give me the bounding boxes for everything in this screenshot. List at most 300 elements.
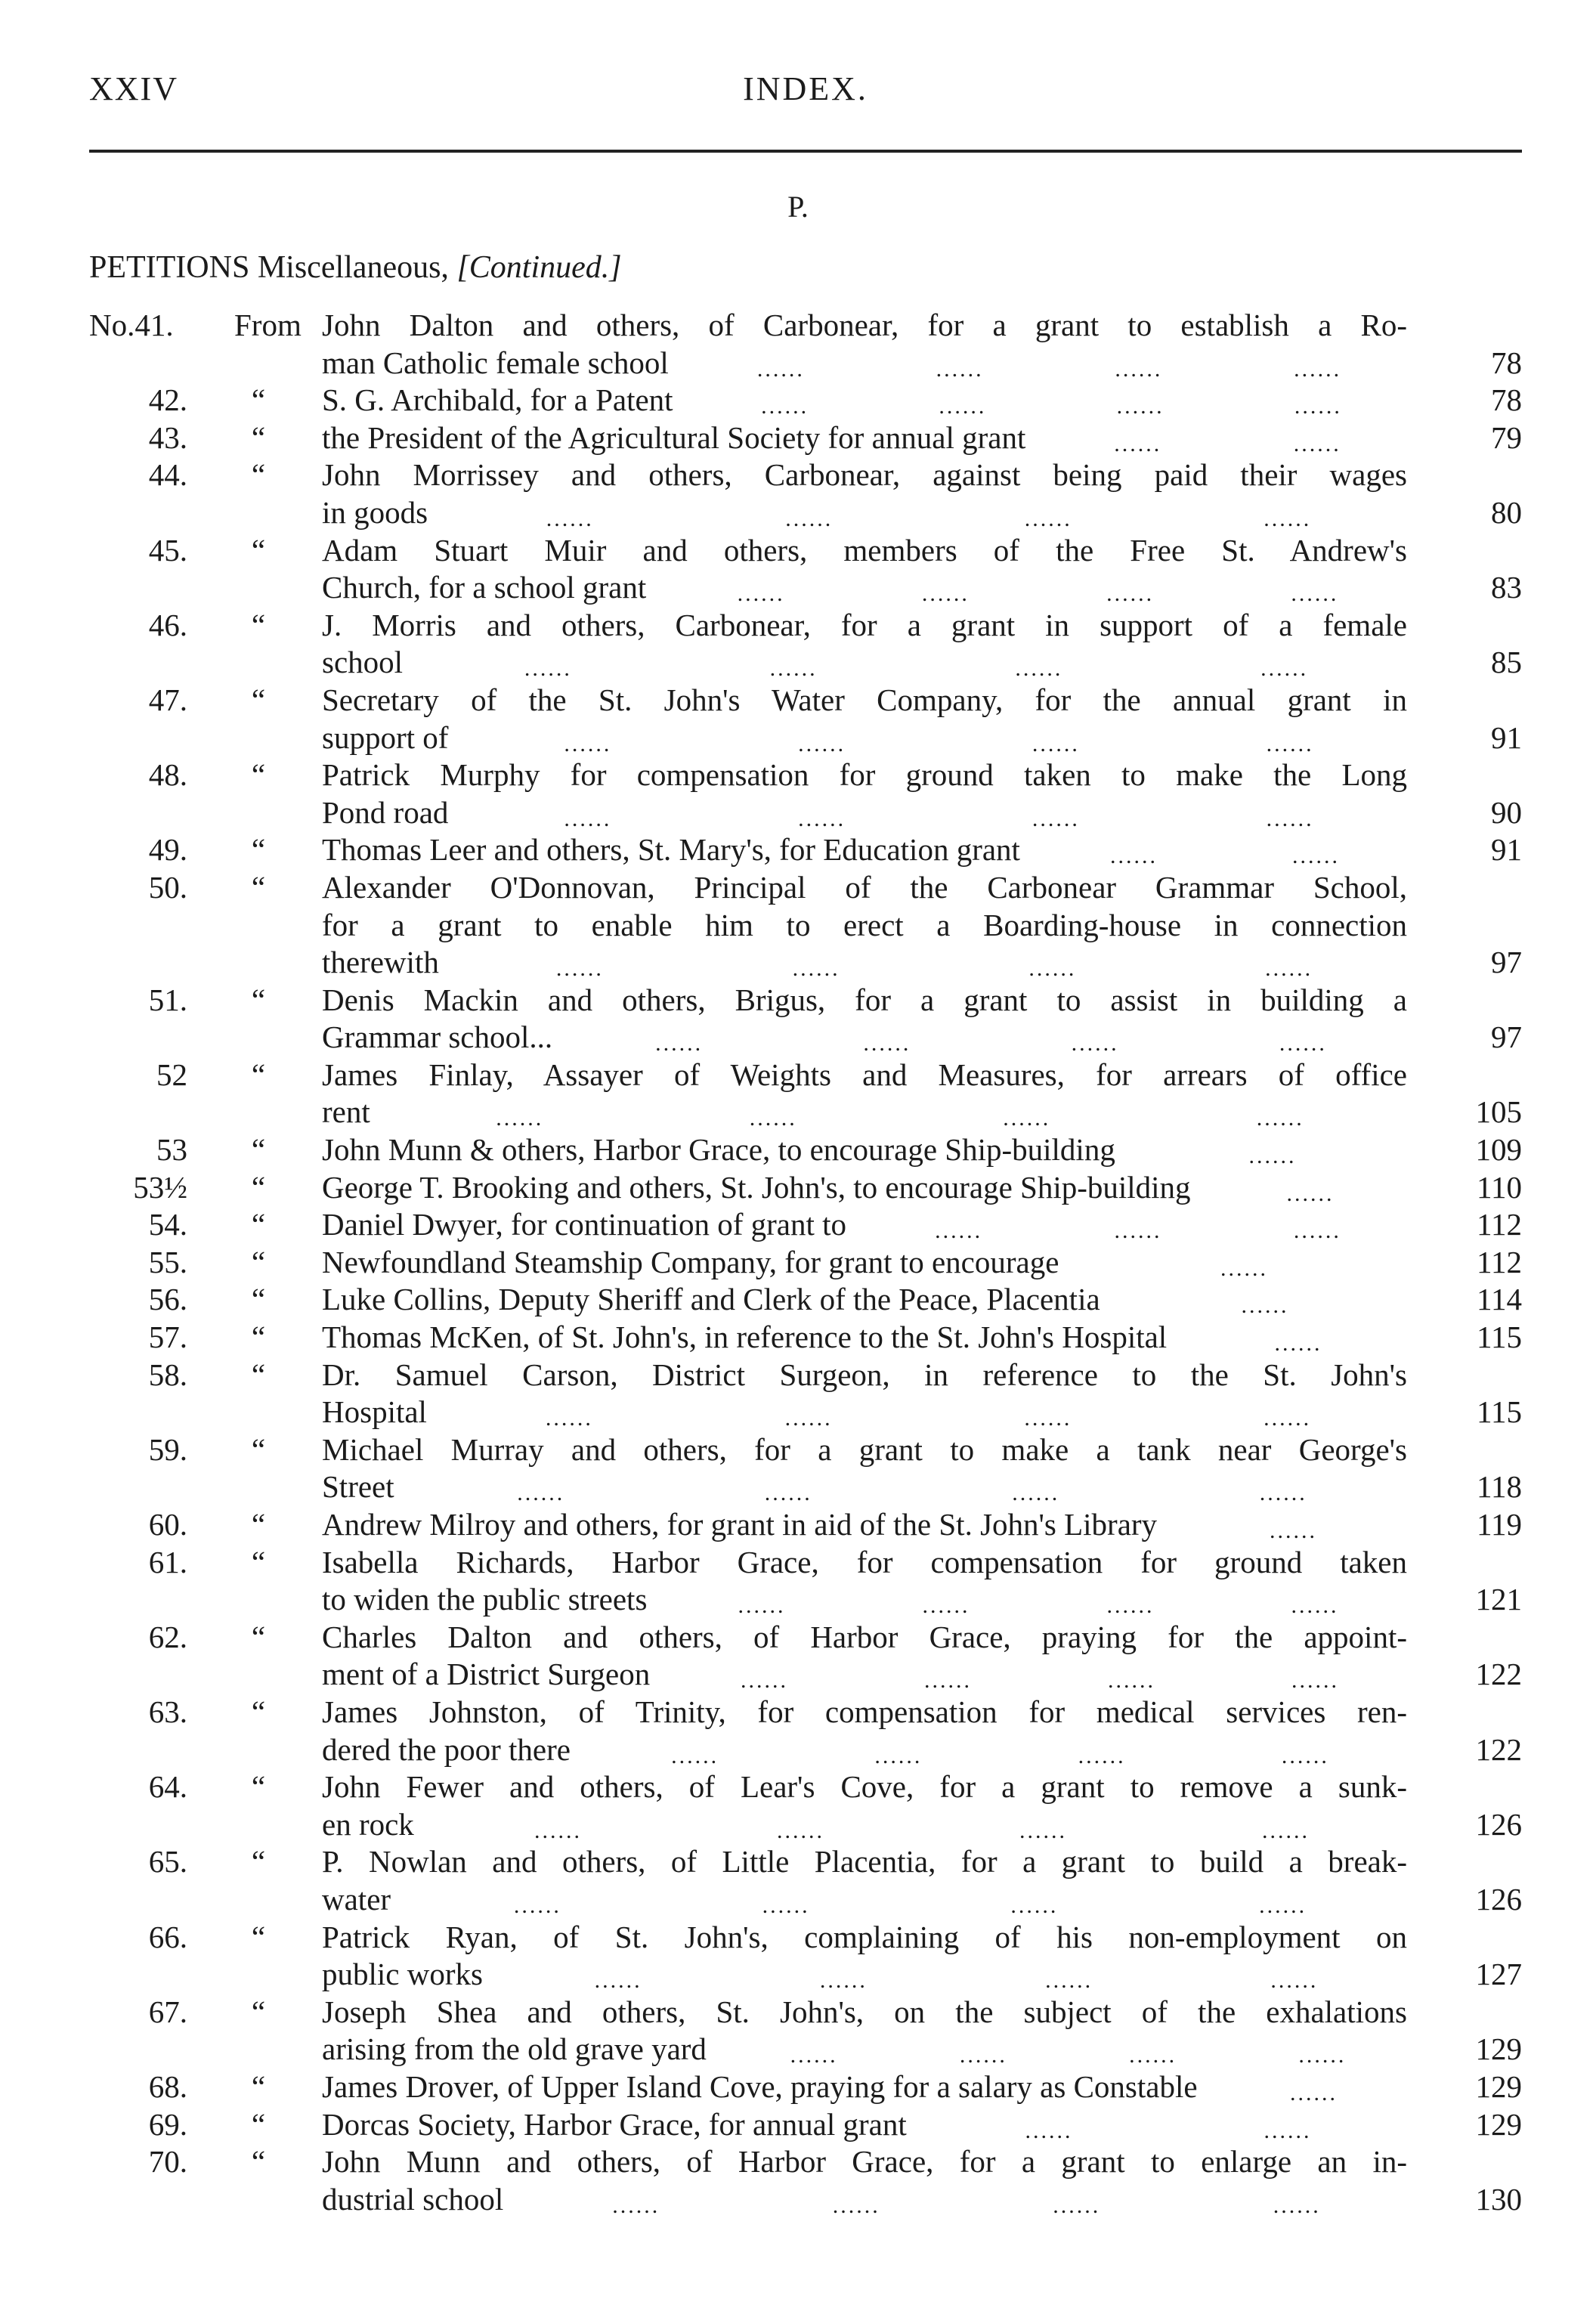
entry-line — [0, 569, 1596, 607]
entry-number: 42. — [148, 382, 187, 418]
leader-dot-group: ...... — [524, 656, 572, 682]
entry-text: Daniel Dwyer, for continuation of grant to — [322, 1207, 847, 1242]
index-entry — [0, 1281, 1596, 1319]
leader-dot-group: ...... — [1265, 956, 1313, 982]
index-entry — [0, 1357, 1596, 1431]
entry-text: support of — [322, 719, 449, 755]
leader-dot-group: ...... — [1293, 1218, 1341, 1244]
entry-line — [0, 2143, 1596, 2181]
leader-dot-group: ...... — [1259, 1892, 1307, 1918]
entry-text: Alexander O'Donnovan, Principal of the Carbonear Grammar School, — [322, 869, 1407, 905]
entry-line — [0, 1206, 1596, 1244]
entry-line — [0, 794, 1596, 832]
leader-dot-group: ...... — [1114, 431, 1162, 456]
leader-dot-group: ...... — [1260, 656, 1309, 682]
entry-line — [0, 982, 1596, 1019]
entry-line — [0, 2181, 1596, 2219]
entry-number: 63. — [148, 1694, 187, 1729]
entry-number: 53 — [156, 1132, 187, 1168]
index-entry — [0, 2068, 1596, 2106]
index-entry — [0, 1619, 1596, 1694]
leader-dot-group: ...... — [1115, 356, 1163, 382]
page-reference: 110 — [1477, 1169, 1522, 1205]
leader-dot-group: ...... — [792, 956, 840, 982]
entry-text: Secretary of the St. John's Water Company, for the annual grant in — [322, 682, 1407, 717]
leader-dot-group: ...... — [737, 581, 785, 607]
entry-text: Thomas McKen, of St. John's, in reference to the St. John's Hospital — [322, 1320, 1168, 1355]
leader-dot-group: ...... — [1292, 843, 1340, 869]
entry-text: the President of the Agricultural Society for annual grant — [322, 419, 1026, 455]
entry-number: 50. — [148, 869, 187, 905]
entry-number: 51. — [148, 982, 187, 1017]
leader-dot-group: ...... — [496, 1106, 544, 1131]
leader-dot-group: ...... — [1290, 2080, 1338, 2105]
leader-dot-group: ...... — [1248, 1143, 1297, 1169]
index-entry — [0, 532, 1596, 607]
leader-dot-group: ...... — [741, 1668, 788, 1694]
entry-line — [0, 1094, 1596, 1131]
ditto-mark: “ — [251, 1844, 266, 1880]
entry-line — [0, 1319, 1596, 1357]
leader-dot-group: ...... — [959, 2043, 1007, 2068]
ditto-mark: “ — [251, 419, 266, 455]
running-title: INDEX. — [743, 70, 868, 107]
leader-dot-group: ...... — [1129, 2043, 1177, 2068]
leader-dot-group: ...... — [798, 731, 846, 756]
entry-text: Dr. Samuel Carson, District Surgeon, in reference to the St. John's — [322, 1357, 1407, 1392]
ditto-mark: “ — [251, 1132, 266, 1168]
page-number: XXIV — [89, 70, 178, 107]
index-entry — [0, 1206, 1596, 1244]
entry-line — [0, 1806, 1596, 1844]
entry-number: 45. — [148, 532, 187, 568]
leader-dot-group: ...... — [594, 1968, 642, 1994]
ditto-mark: “ — [251, 1207, 266, 1242]
entry-text: water — [322, 1881, 391, 1917]
entry-number: 54. — [148, 1207, 187, 1242]
index-entry — [0, 1843, 1596, 1918]
leader-dot-group: ...... — [1256, 1106, 1304, 1131]
ditto-mark: “ — [251, 1169, 266, 1205]
entry-text: J. Morris and others, Carbonear, for a grant in support of a female — [322, 607, 1407, 642]
leader-dot-group: ...... — [784, 1406, 833, 1431]
ditto-mark: “ — [251, 457, 266, 493]
index-entry — [0, 456, 1596, 531]
ditto-mark: “ — [251, 1357, 266, 1392]
index-entry — [0, 756, 1596, 831]
leader-dot-group: ...... — [790, 2043, 838, 2068]
leader-dot-group: ...... — [1110, 843, 1158, 869]
entry-text: Denis Mackin and others, Brigus, for a grant to assist in building a — [322, 982, 1407, 1017]
leader-dot-group: ...... — [1286, 1180, 1335, 1206]
page-reference: 115 — [1477, 1394, 1522, 1430]
index-entry — [0, 1506, 1596, 1544]
page-reference: 90 — [1491, 794, 1522, 830]
ditto-mark: “ — [251, 1282, 266, 1317]
leader-dot-group: ...... — [1003, 1106, 1051, 1131]
leader-dot-group: ...... — [1281, 1743, 1329, 1768]
leader-dot-group: ...... — [1012, 1480, 1060, 1506]
leader-dot-group: ...... — [546, 506, 594, 531]
leader-dot-group: ...... — [612, 2192, 660, 2218]
leader-dot-group: ...... — [1019, 1818, 1067, 1843]
leader-dot-group: ...... — [1024, 1406, 1072, 1431]
leader-dot-group: ...... — [832, 2192, 880, 2218]
leader-dot-group: ...... — [921, 581, 970, 607]
ditto-mark: “ — [251, 1619, 266, 1654]
entry-text: Newfoundland Steamship Company, for grant to encourage — [322, 1244, 1059, 1279]
page-reference: 130 — [1475, 2181, 1522, 2217]
page-reference: 129 — [1475, 2068, 1522, 2104]
entry-number: 46. — [148, 607, 187, 642]
entry-text: John Munn and others, of Harbor Grace, for a grant to enlarge an in- — [322, 2144, 1407, 2180]
leader-dot-group: ...... — [756, 356, 805, 382]
entry-line — [0, 2031, 1596, 2068]
leader-dot-group: ...... — [1078, 1743, 1126, 1768]
ditto-mark: “ — [251, 532, 266, 568]
ditto-mark: “ — [251, 2144, 266, 2180]
entry-number: 58. — [148, 1357, 187, 1392]
leader-dot-group: ...... — [1116, 394, 1165, 419]
ditto-mark: “ — [251, 1507, 266, 1542]
leader-dot-group: ...... — [936, 356, 984, 382]
entry-number: 59. — [148, 1431, 187, 1467]
leader-dot-group: ...... — [798, 806, 846, 831]
entry-text: Luke Collins, Deputy Sheriff and Clerk of the Peace, Placentia — [322, 1282, 1100, 1317]
leader-dot-group: ...... — [738, 1593, 786, 1619]
leader-dot-group: ...... — [1010, 1892, 1059, 1918]
entry-text: Joseph Shea and others, St. John's, on the subject of the exhalations — [322, 1994, 1407, 2029]
entry-line — [0, 1619, 1596, 1657]
leader-dot-group: ...... — [545, 1406, 593, 1431]
page-reference: 78 — [1491, 345, 1522, 380]
leader-dot-group: ...... — [935, 1218, 983, 1244]
entry-text: Adam Stuart Muir and others, members of the Free St. Andrew's — [322, 532, 1407, 568]
entry-line — [0, 1506, 1596, 1544]
entry-number: 47. — [148, 682, 187, 717]
leader-dot-group: ...... — [1114, 1218, 1162, 1244]
entry-text: in goods — [322, 494, 428, 530]
leader-dot-group: ...... — [1279, 1031, 1327, 1057]
leader-dots — [526, 2187, 1407, 2225]
leader-dot-group: ...... — [1259, 1480, 1307, 1506]
index-entry — [0, 1244, 1596, 1282]
entry-number: 65. — [148, 1844, 187, 1880]
ditto-mark: “ — [251, 1919, 266, 1954]
leader-dot-group: ...... — [1015, 656, 1063, 682]
entry-line — [0, 1731, 1596, 1769]
entry-text: Street — [322, 1469, 394, 1505]
ditto-mark: “ — [251, 869, 266, 905]
leader-dot-group: ...... — [513, 1892, 561, 1918]
entry-number: 56. — [148, 1282, 187, 1317]
page-reference: 91 — [1491, 832, 1522, 868]
entry-number: 69. — [148, 2106, 187, 2142]
leader-dot-group: ...... — [1071, 1031, 1119, 1057]
page-reference: 78 — [1491, 382, 1522, 418]
entry-text: man Catholic female school — [322, 345, 669, 380]
ditto-mark: “ — [251, 2106, 266, 2142]
leader-dot-group: ...... — [1108, 1668, 1155, 1694]
entry-line — [0, 1357, 1596, 1394]
entry-number: 55. — [148, 1244, 187, 1279]
leader-dot-group: ...... — [922, 1593, 970, 1619]
leader-dot-group: ...... — [655, 1031, 704, 1057]
entry-line — [0, 1394, 1596, 1431]
leader-dot-group: ...... — [1270, 1968, 1319, 1994]
page-reference: 83 — [1491, 570, 1522, 605]
entry-line — [0, 756, 1596, 794]
entry-text: James Drover, of Upper Island Cove, praying for a salary as Constable — [322, 2068, 1198, 2104]
leader-dot-group: ...... — [1106, 581, 1155, 607]
page-reference: 126 — [1475, 1806, 1522, 1842]
entry-line — [0, 532, 1596, 570]
entry-text: en rock — [322, 1806, 414, 1842]
page-reference: 109 — [1475, 1132, 1522, 1168]
ditto-mark: “ — [251, 1544, 266, 1579]
entry-text: Church, for a school grant — [322, 570, 647, 605]
entry-text: Thomas Leer and others, St. Mary's, for Education grant — [322, 832, 1020, 868]
entry-line — [0, 1843, 1596, 1881]
leader-dot-group: ...... — [1045, 1968, 1093, 1994]
index-entry — [0, 1919, 1596, 1994]
leader-dot-group: ...... — [534, 1818, 582, 1843]
ditto-mark: “ — [251, 1244, 266, 1279]
leader-dot-group: ...... — [874, 1743, 923, 1768]
entry-text: S. G. Archibald, for a Patent — [322, 382, 673, 418]
leader-dot-group: ...... — [819, 1968, 868, 1994]
entry-text: John Dalton and others, of Carbonear, for a grant to establish a Ro- — [322, 308, 1407, 342]
entry-number: 66. — [148, 1919, 187, 1954]
entry-text: therewith — [322, 945, 439, 980]
leader-dot-group: ...... — [1220, 1255, 1268, 1281]
leader-dot-group: ...... — [1293, 431, 1341, 456]
entry-line — [0, 1281, 1596, 1319]
index-entry — [0, 419, 1596, 457]
leader-dot-group: ...... — [1291, 1668, 1339, 1694]
entry-line — [0, 1994, 1596, 2031]
leader-dot-group: ...... — [924, 1668, 972, 1694]
entry-text: John Munn & others, Harbor Grace, to encourage Ship-building — [322, 1132, 1115, 1168]
entry-line — [0, 456, 1596, 494]
page-reference: 121 — [1475, 1582, 1522, 1617]
entry-line — [0, 1244, 1596, 1282]
index-entry — [0, 607, 1596, 682]
entry-line — [0, 644, 1596, 682]
entry-text: public works — [322, 1957, 483, 1992]
entry-number: 64. — [148, 1769, 187, 1805]
page-reference: 112 — [1477, 1244, 1522, 1279]
entry-line — [0, 345, 1596, 382]
entry-line — [0, 1169, 1596, 1207]
index-entry — [0, 2106, 1596, 2144]
leader-dot-group: ...... — [761, 394, 809, 419]
leader-dot-group: ...... — [1294, 356, 1342, 382]
page-reference: 126 — [1475, 1881, 1522, 1917]
entry-text: Dorcas Society, Harbor Grace, for annual grant — [322, 2106, 907, 2142]
leader-dot-group: ...... — [1028, 956, 1077, 982]
entry-line — [0, 1544, 1596, 1582]
entry-text: Hospital — [322, 1394, 427, 1430]
ditto-mark: “ — [251, 982, 266, 1017]
leader-dot-group: ...... — [1270, 1518, 1317, 1543]
ditto-mark: “ — [251, 682, 266, 717]
page-reference: 85 — [1491, 645, 1522, 680]
ditto-mark: “ — [251, 757, 266, 793]
entry-line — [0, 907, 1596, 945]
page-reference: 97 — [1491, 1019, 1522, 1055]
leader-dot-group: ...... — [1241, 1293, 1289, 1319]
entry-number: 44. — [148, 457, 187, 493]
index-entry — [0, 1994, 1596, 2068]
leader-dot-group: ...... — [564, 731, 612, 756]
entry-text: George T. Brooking and others, St. John's, to encourage Ship-building — [322, 1169, 1191, 1205]
leader-dot-group: ...... — [939, 394, 987, 419]
leader-dot-group: ...... — [1298, 2043, 1347, 2068]
page-reference: 97 — [1491, 945, 1522, 980]
entry-text: Charles Dalton and others, of Harbor Grace, praying for the appoint- — [322, 1619, 1407, 1654]
index-entry — [0, 1057, 1596, 1131]
entry-number: 57. — [148, 1320, 187, 1355]
entry-line — [0, 607, 1596, 645]
entry-text: John Morrissey and others, Carbonear, against being paid their wages — [322, 457, 1407, 493]
leader-dot-group: ...... — [749, 1106, 797, 1131]
entry-line — [0, 1057, 1596, 1094]
leader-dot-group: ...... — [671, 1743, 719, 1768]
continued-note: [Continued.] — [456, 250, 622, 285]
section-letter: P. — [787, 190, 809, 224]
entry-text: P. Nowlan and others, of Little Placentia, for a grant to build a break- — [322, 1844, 1407, 1880]
entry-text: Patrick Murphy for compensation for ground taken to make the Long — [322, 757, 1407, 793]
entry-line — [0, 682, 1596, 719]
entry-line — [0, 1468, 1596, 1506]
entry-line — [0, 869, 1596, 907]
entry-line — [0, 382, 1596, 419]
entry-text: Pond road — [322, 794, 449, 830]
index-entry — [0, 2143, 1596, 2218]
entry-line — [0, 719, 1596, 757]
ditto-mark: “ — [251, 1320, 266, 1355]
entry-text: Grammar school... — [322, 1019, 553, 1055]
ditto-mark: “ — [251, 1694, 266, 1729]
leader-dot-group: ...... — [863, 1031, 911, 1057]
ditto-mark: “ — [251, 2068, 266, 2104]
page-reference: 115 — [1477, 1320, 1522, 1355]
index-entry — [0, 1544, 1596, 1619]
ditto-mark: “ — [251, 1769, 266, 1805]
entry-number: 52 — [156, 1057, 187, 1092]
leader-dot-group: ...... — [1291, 1593, 1339, 1619]
entry-text: ment of a District Surgeon — [322, 1657, 651, 1692]
leader-dot-group: ...... — [1264, 2118, 1312, 2143]
entry-line — [0, 1431, 1596, 1469]
leader-dot-group: ...... — [777, 1818, 824, 1843]
leader-dot-group: ...... — [1053, 2192, 1101, 2218]
ditto-mark: “ — [251, 382, 266, 418]
leader-dot-group: ...... — [1291, 581, 1339, 607]
leader-dot-group: ...... — [1032, 731, 1080, 756]
entry-line — [0, 494, 1596, 532]
entry-text: James Finlay, Assayer of Weights and Measures, for arrears of office — [322, 1057, 1407, 1092]
leader-dot-group: ...... — [764, 1480, 812, 1506]
index-entry — [0, 1319, 1596, 1357]
entry-text: dered the poor there — [322, 1731, 571, 1767]
entry-number: 68. — [148, 2068, 187, 2104]
entry-line — [0, 1881, 1596, 1919]
header-rule — [89, 150, 1522, 153]
entry-text: school — [322, 645, 404, 680]
leader-dot-group: ...... — [1274, 1331, 1322, 1357]
page-reference: 80 — [1491, 494, 1522, 530]
entry-number: 67. — [148, 1994, 187, 2029]
entry-number: 70. — [148, 2144, 187, 2180]
entry-line — [0, 1956, 1596, 1994]
entry-line — [0, 2068, 1596, 2106]
leader-dot-group: ...... — [564, 806, 612, 831]
page-header — [89, 70, 1522, 122]
entry-text: Andrew Milroy and others, for grant in aid of the St. John's Library — [322, 1507, 1158, 1542]
entry-line — [0, 1768, 1596, 1806]
index-entries — [0, 307, 1596, 2218]
leader-dot-group: ...... — [1025, 2118, 1073, 2143]
entry-text: rent — [322, 1094, 370, 1130]
entry-line — [0, 419, 1596, 457]
index-entry — [0, 831, 1596, 869]
ditto-mark: “ — [251, 1057, 266, 1092]
section-title — [89, 249, 622, 286]
entry-line — [0, 1919, 1596, 1957]
entry-line — [0, 944, 1596, 982]
entry-line — [0, 831, 1596, 869]
ditto-mark: “ — [251, 1431, 266, 1467]
entry-text: to widen the public streets — [322, 1582, 648, 1617]
leader-dot-group: ...... — [1294, 394, 1342, 419]
page-reference: 91 — [1491, 719, 1522, 755]
entry-text: James Johnston, of Trinity, for compensation for medical services ren- — [322, 1694, 1407, 1729]
entry-number: 43. — [148, 419, 187, 455]
leader-dot-group: ...... — [785, 506, 834, 531]
entry-number: 53½ — [133, 1169, 187, 1205]
entry-line — [0, 1581, 1596, 1619]
page-reference: 105 — [1475, 1094, 1522, 1130]
page-reference: 122 — [1475, 1731, 1522, 1767]
index-entry — [0, 307, 1596, 382]
page-reference: 112 — [1477, 1207, 1522, 1242]
entry-text: Isabella Richards, Harbor Grace, for compensation for ground taken — [322, 1544, 1407, 1579]
entry-line — [0, 1656, 1596, 1694]
entry-line — [0, 2106, 1596, 2144]
page-reference: 118 — [1477, 1469, 1522, 1505]
index-entry — [0, 1768, 1596, 1843]
entry-number: 61. — [148, 1544, 187, 1579]
entry-number: 48. — [148, 757, 187, 793]
page-reference: 79 — [1491, 419, 1522, 455]
page-reference: 129 — [1475, 2106, 1522, 2142]
ditto-mark: “ — [251, 1994, 266, 2029]
leader-dot-group: ...... — [1106, 1593, 1155, 1619]
ditto-mark: “ — [251, 607, 266, 642]
leader-dot-group: ...... — [1266, 731, 1314, 756]
page-reference: 122 — [1475, 1657, 1522, 1692]
index-entry — [0, 382, 1596, 419]
from-label: From — [234, 308, 302, 342]
leader-dot-group: ...... — [1273, 2192, 1321, 2218]
leader-dot-group: ...... — [555, 956, 604, 982]
index-entry — [0, 982, 1596, 1057]
index-entry — [0, 1169, 1596, 1207]
leader-dot-group: ...... — [769, 656, 818, 682]
leader-dot-group: ...... — [762, 1892, 810, 1918]
